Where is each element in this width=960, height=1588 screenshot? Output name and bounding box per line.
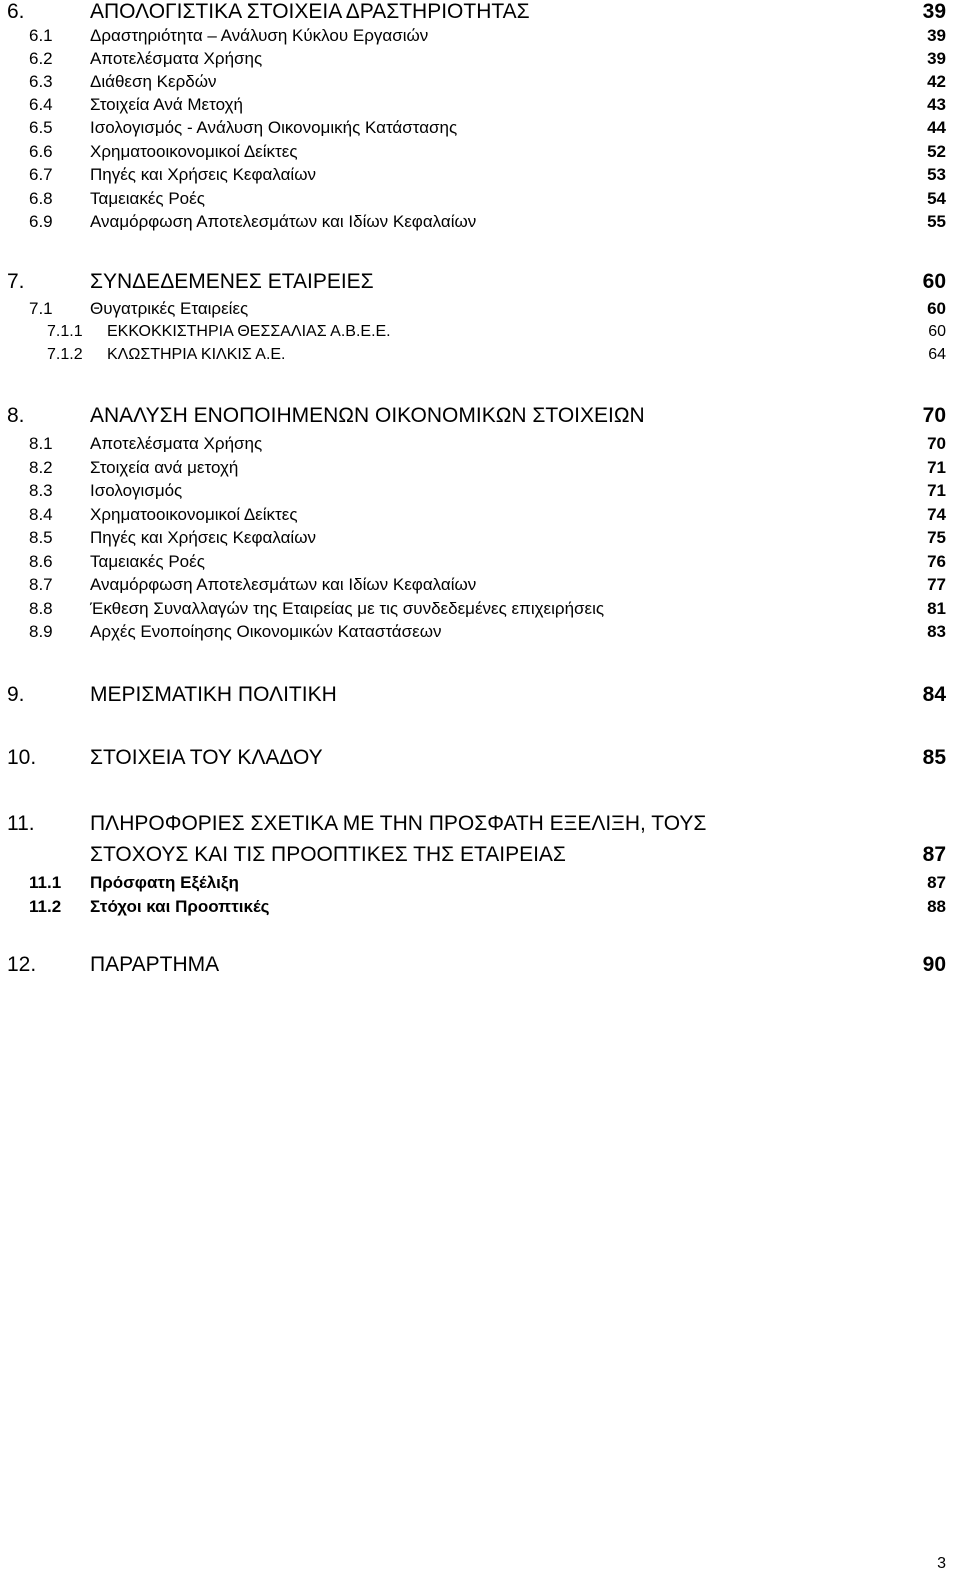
toc-page: 77 (927, 575, 946, 594)
toc-page: 87 (922, 843, 946, 866)
toc-page: 88 (927, 897, 946, 916)
toc-title: ΠΑΡΑΡΤΗΜΑ (90, 953, 220, 976)
toc-title: Δραστηριότητα – Ανάλυση Κύκλου Εργασιών (90, 26, 429, 45)
toc-title: Στοιχεία ανά μετοχή (90, 458, 239, 477)
toc-number: 8.8 (29, 599, 53, 618)
toc-number: 6.8 (29, 189, 53, 208)
toc-number: 8. (7, 404, 25, 427)
toc-title: ΠΛΗΡΟΦΟΡΙΕΣ ΣΧΕΤΙΚΑ ΜΕ ΤΗΝ ΠΡΟΣΦΑΤΗ ΕΞΕΛΙΞΗ, ΤΟΥΣ (90, 812, 707, 835)
toc-page: 60 (922, 270, 946, 293)
toc-title: Πρόσφατη Εξέλιξη (90, 873, 239, 892)
toc-page: 70 (922, 404, 946, 427)
toc-number: 8.2 (29, 458, 53, 477)
toc-page: 43 (927, 95, 946, 114)
toc-number: 8.6 (29, 552, 53, 571)
toc-page: 52 (927, 142, 946, 161)
toc-title: Αναμόρφωση Αποτελεσμάτων και Ιδίων Κεφαλαίων (90, 575, 477, 594)
toc-title: Αρχές Ενοποίησης Οικονομικών Καταστάσεων (90, 622, 442, 641)
toc-page: 55 (927, 212, 946, 231)
toc-title: Αποτελέσματα Χρήσης (90, 434, 263, 453)
toc-page: 71 (927, 481, 946, 500)
toc-number: 6.4 (29, 95, 53, 114)
toc-page: 39 (927, 26, 946, 45)
toc-number: 8.3 (29, 481, 53, 500)
toc-title: ΑΝΑΛΥΣΗ ΕΝΟΠΟΙΗΜΕΝΩΝ ΟΙΚΟΝΟΜΙΚΩΝ ΣΤΟΙΧΕΙΩΝ (90, 404, 645, 427)
toc-number: 11.1 (29, 873, 62, 892)
toc-page: 39 (922, 0, 946, 23)
toc-page: 44 (927, 118, 946, 137)
toc-number: 6.2 (29, 49, 53, 68)
toc-number: 6.3 (29, 72, 53, 91)
toc-page: 87 (927, 873, 946, 892)
toc-number: 8.7 (29, 575, 53, 594)
toc-title: Διάθεση Κερδών (90, 72, 217, 91)
toc-title: Πηγές και Χρήσεις Κεφαλαίων (90, 528, 316, 547)
toc-page: 75 (927, 528, 946, 547)
toc-page: 70 (927, 434, 946, 453)
toc-number: 8.9 (29, 622, 53, 641)
toc-number: 7.1.1 (47, 323, 83, 340)
toc-page: 54 (927, 189, 946, 208)
toc-number: 7.1 (29, 299, 53, 318)
toc-page: 53 (927, 165, 946, 184)
toc-page: 83 (927, 622, 946, 641)
toc-title: ΣΤΟΙΧΕΙΑ ΤΟΥ ΚΛΑΔΟΥ (90, 746, 323, 769)
toc-page: 64 (928, 346, 946, 363)
toc-title: ΕΚΚΟΚΚΙΣΤΗΡΙΑ ΘΕΣΣΑΛΙΑΣ Α.Β.Ε.Ε. (107, 323, 391, 340)
toc-number: 10. (7, 746, 37, 769)
toc-number: 6.7 (29, 165, 53, 184)
toc-page: 39 (927, 49, 946, 68)
toc-page: 76 (927, 552, 946, 571)
toc-title: Έκθεση Συναλλαγών της Εταιρείας με τις συνδεδεμένες επιχειρήσεις (90, 599, 605, 618)
toc-title: ΣΥΝΔΕΔΕΜΕΝΕΣ ΕΤΑΙΡΕΙΕΣ (90, 270, 374, 293)
toc-number: 8.5 (29, 528, 53, 547)
toc-title: ΑΠΟΛΟΓΙΣΤΙΚΑ ΣΤΟΙΧΕΙΑ ΔΡΑΣΤΗΡΙΟΤΗΤΑΣ (90, 0, 530, 23)
toc-title: Ταμειακές Ροές (90, 189, 205, 208)
toc-title: ΣΤΟΧΟΥΣ ΚΑΙ ΤΙΣ ΠΡΟΟΠΤΙΚΕΣ ΤΗΣ ΕΤΑΙΡΕΙΑΣ (90, 843, 566, 866)
toc-page: 84 (922, 683, 946, 706)
toc-title: Θυγατρικές Εταιρείες (90, 299, 249, 318)
toc-number: 7. (7, 270, 25, 293)
toc-page: 71 (927, 458, 946, 477)
toc-page: 85 (922, 746, 946, 769)
toc-title: Αποτελέσματα Χρήσης (90, 49, 263, 68)
toc-title: ΚΛΩΣΤΗΡΙΑ ΚΙΛΚΙΣ Α.Ε. (107, 346, 286, 363)
toc-title: Χρηματοοικονομικοί Δείκτες (90, 142, 298, 161)
toc-page: 60 (928, 323, 946, 340)
toc-page: 74 (927, 505, 946, 524)
toc-title: Αναμόρφωση Αποτελεσμάτων και Ιδίων Κεφαλαίων (90, 212, 477, 231)
toc-title: Στόχοι και Προοπτικές (90, 897, 270, 916)
toc-title: Χρηματοοικονομικοί Δείκτες (90, 505, 298, 524)
toc-number: 9. (7, 683, 25, 706)
toc-number: 12. (7, 953, 37, 976)
toc-title: Στοιχεία Ανά Μετοχή (90, 95, 243, 114)
toc-title: Ταμειακές Ροές (90, 552, 205, 571)
toc-number: 7.1.2 (47, 346, 83, 363)
toc-number: 6.1 (29, 26, 53, 45)
toc-number: 6.5 (29, 118, 53, 137)
toc-page: 81 (927, 599, 946, 618)
toc-title: Πηγές και Χρήσεις Κεφαλαίων (90, 165, 316, 184)
page-number: 3 (937, 1555, 946, 1572)
toc-title: ΜΕΡΙΣΜΑΤΙΚΗ ΠΟΛΙΤΙΚΗ (90, 683, 337, 706)
toc-page: 90 (922, 953, 946, 976)
toc-number: 6.9 (29, 212, 53, 231)
toc-page: 42 (927, 72, 946, 91)
toc-number: 8.4 (29, 505, 53, 524)
toc-number: 8.1 (29, 434, 53, 453)
toc-title: Ισολογισμός (90, 481, 183, 500)
toc-number: 11.2 (29, 897, 62, 916)
toc-page: 60 (927, 299, 946, 318)
toc-number: 11. (7, 812, 35, 835)
toc-number: 6.6 (29, 142, 53, 161)
toc-number: 6. (7, 0, 25, 23)
toc-title: Ισολογισμός - Ανάλυση Οικονομικής Κατάστασης (90, 118, 458, 137)
